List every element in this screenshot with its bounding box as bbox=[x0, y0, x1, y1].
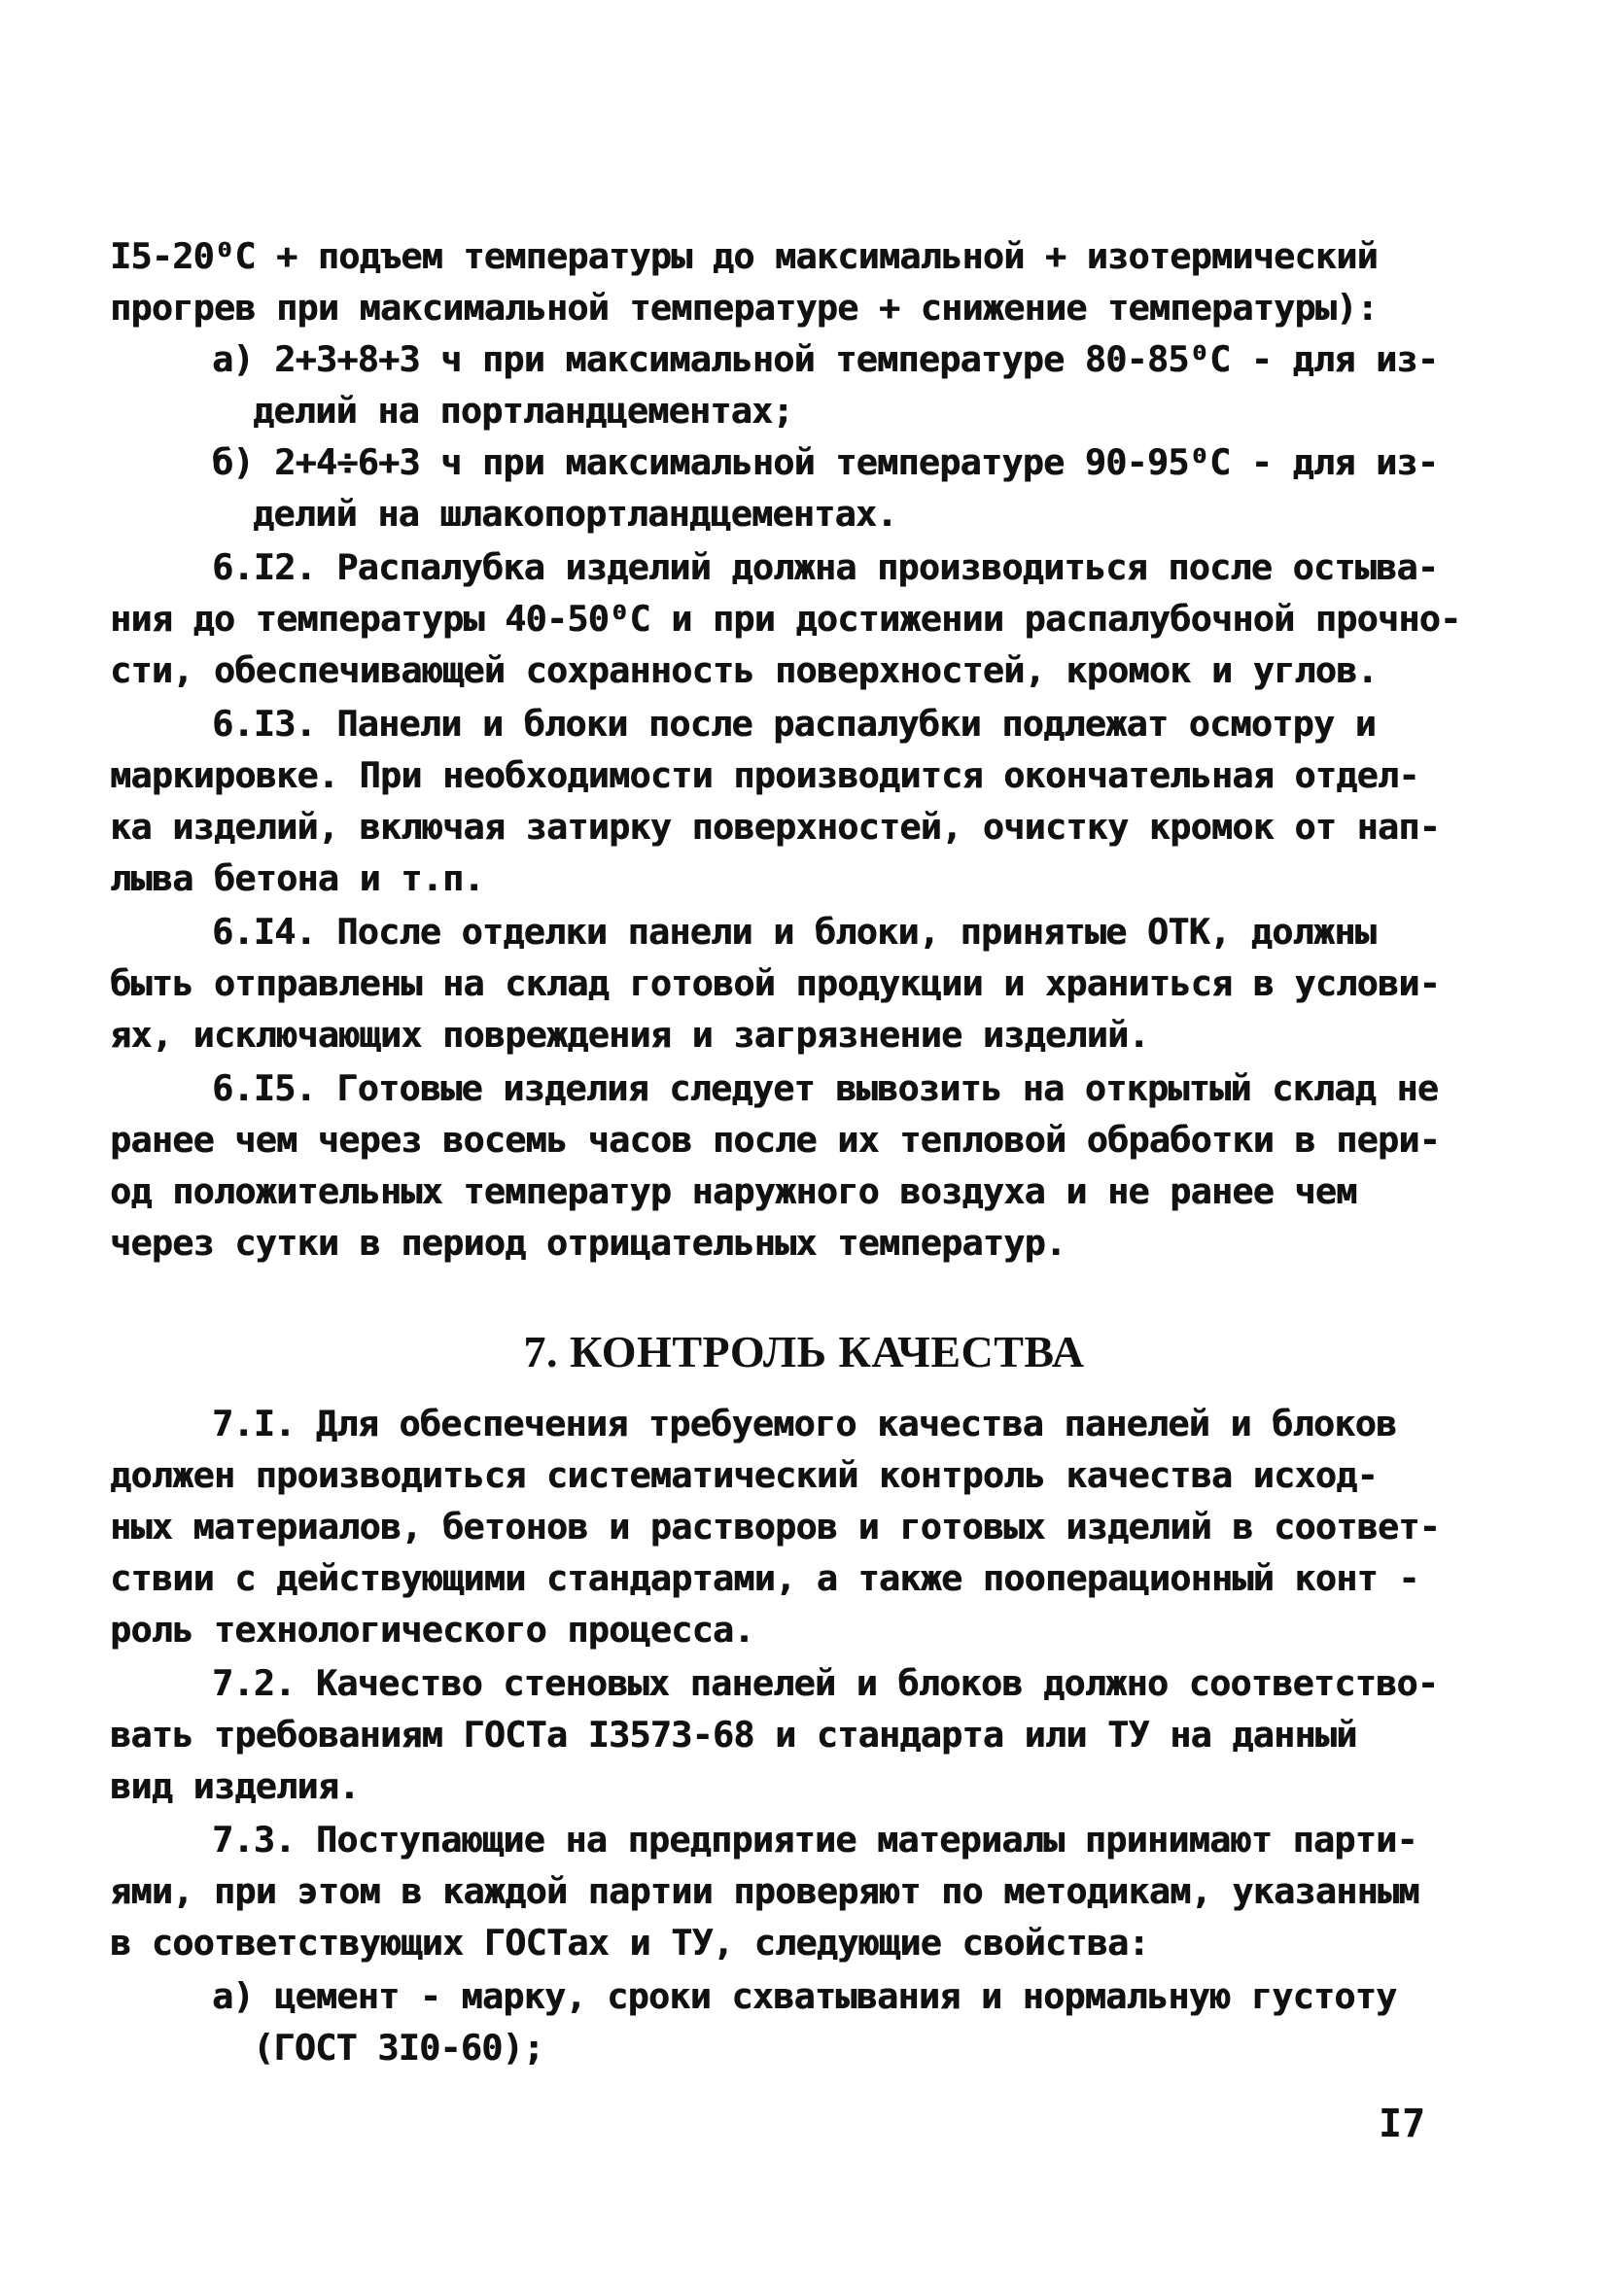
paragraph-6-12: 6.I2. Распалубка изделий должна производиться после остыва- bbox=[212, 546, 1439, 588]
paragraph-7-1: 7.I. Для обеспечения требуемого качества панелей и блоков bbox=[212, 1403, 1397, 1444]
list-item-a: а) 2+3+8+3 ч при максимальной температуре 80-85⁰С - для из- bbox=[212, 338, 1439, 380]
page-number: I7 bbox=[1379, 2102, 1426, 2146]
text-line: быть отправлены на склад готовой продукции и храниться в услови- bbox=[110, 962, 1440, 1004]
paragraph-7-3: 7.3. Поступающие на предприятие материалы принимают парти- bbox=[212, 1819, 1417, 1861]
paragraph-6-14: 6.I4. После отделки панели и блоки, принятые ОТК, должны bbox=[212, 911, 1376, 953]
text-line: маркировке. При необходимости производится окончательная отдел- bbox=[110, 754, 1419, 796]
text-line: ранее чем через восемь часов после их тепловой обработки в пери- bbox=[110, 1119, 1440, 1161]
text-line: сти, обеспечивающей сохранность поверхностей, кромок и углов. bbox=[110, 649, 1378, 691]
text-line: ния до температуры 40-50⁰С и при достижении распалубочной прочно- bbox=[110, 598, 1461, 640]
text-line: через сутки в период отрицательных температур. bbox=[110, 1222, 1066, 1264]
paragraph-7-2: 7.2. Качество стеновых панелей и блоков должно соответство- bbox=[212, 1662, 1439, 1704]
paragraph-6-13: 6.I3. Панели и блоки после распалубки подлежат осмотру и bbox=[212, 703, 1376, 745]
text-line: ями, при этом в каждой партии проверяют по методикам, указанным bbox=[110, 1870, 1419, 1912]
list-item-b: б) 2+4÷6+3 ч при максимальной температуре 90-95⁰С - для из- bbox=[212, 441, 1439, 483]
list-item-a: а) цемент - марку, сроки схватывания и нормальную густоту bbox=[212, 1975, 1397, 2017]
text-line: ка изделий, включая затирку поверхностей, очистку кромок от нап- bbox=[110, 806, 1440, 848]
text-line: делий на портландцементах; bbox=[253, 390, 793, 432]
text-line: делий на шлакопортландцементах. bbox=[253, 493, 897, 535]
text-line: (ГОСТ 3I0-60); bbox=[253, 2027, 544, 2069]
text-line: ных материалов, бетонов и растворов и готовых изделий в соответ- bbox=[110, 1506, 1440, 1548]
text-line: вать требованиям ГОСТа I3573-68 и стандарта или ТУ на данный bbox=[110, 1714, 1357, 1756]
text-line: ях, исключающих повреждения и загрязнение изделий. bbox=[110, 1014, 1149, 1056]
section-title: 7. КОНТРОЛЬ КАЧЕСТВА bbox=[523, 1327, 1085, 1376]
text-line: од положительных температур наружного воздуха и не ранее чем bbox=[110, 1170, 1357, 1212]
text-line: ствии с действующими стандартами, а также пооперационный конт - bbox=[110, 1557, 1419, 1599]
text-line: I5-20⁰С + подъем температуры до максимальной + изотермический bbox=[110, 235, 1378, 277]
text-line: должен производиться систематический контроль качества исход- bbox=[110, 1454, 1378, 1496]
paragraph-6-15: 6.I5. Готовые изделия следует вывозить на открытый склад не bbox=[212, 1067, 1439, 1109]
text-line: роль технологического процесса. bbox=[110, 1609, 754, 1651]
text-line: вид изделия. bbox=[110, 1765, 360, 1807]
text-line: лыва бетона и т.п. bbox=[110, 857, 484, 899]
text-line: в соответствующих ГОСТах и ТУ, следующие свойства: bbox=[110, 1922, 1149, 1964]
text-line: прогрев при максимальной температуре + снижение температуры): bbox=[110, 287, 1378, 329]
